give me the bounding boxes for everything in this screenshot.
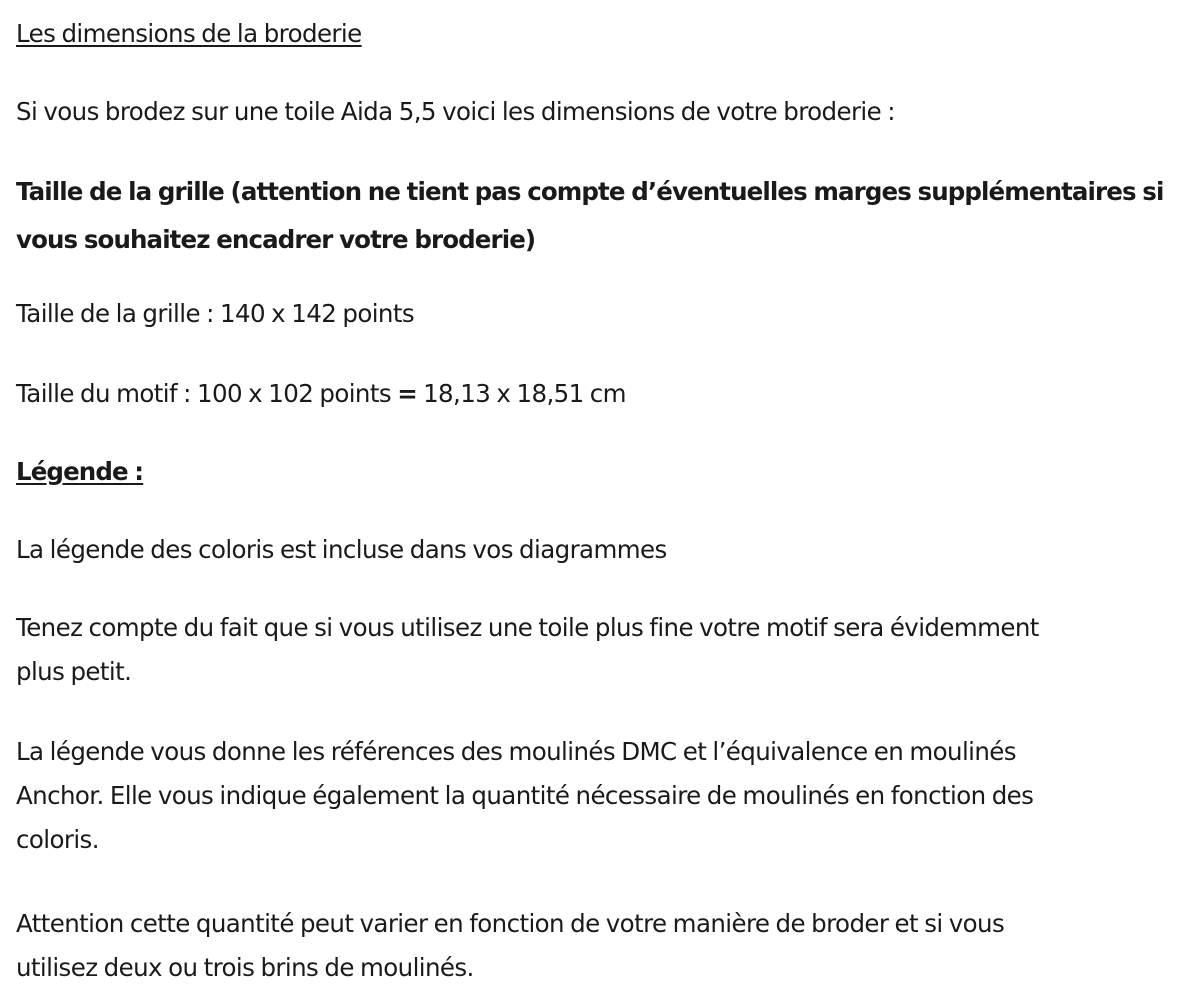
fine-fabric-line-1: Tenez compte du fait que si vous utilisez une toile plus fine votre motif sera évidemment xyxy=(16,613,1039,642)
warning-line-2: utilisez deux ou trois brins de moulinés. xyxy=(16,953,474,982)
motif-size-prefix: Taille du motif : 100 x 102 points xyxy=(16,379,398,408)
warning-line-1: Attention cette quantité peut varier en fonction de votre manière de broder et si vous xyxy=(16,909,1005,938)
fine-fabric-line-2: plus petit. xyxy=(16,657,132,686)
grid-note-paragraph xyxy=(16,172,1163,260)
references-line-2: Anchor. Elle vous indique également la quantité nécessaire de moulinés en fonction des xyxy=(16,781,1034,810)
grid-note-line-1: Taille de la grille (attention ne tient pas compte d’éventuelles marges supplémentaires si xyxy=(16,177,1164,206)
legend-included-paragraph: La légende des coloris est incluse dans vos diagrammes xyxy=(16,535,667,564)
section-title: Les dimensions de la broderie xyxy=(16,19,362,48)
grid-size-paragraph: Taille de la grille : 140 x 142 points xyxy=(16,299,415,328)
motif-size-equals: = xyxy=(397,379,417,408)
references-paragraph xyxy=(16,732,1033,860)
motif-size-suffix: 18,13 x 18,51 cm xyxy=(416,379,626,408)
references-line-1: La légende vous donne les références des moulinés DMC et l’équivalence en moulinés xyxy=(16,737,1016,766)
intro-paragraph: Si vous brodez sur une toile Aida 5,5 voici les dimensions de votre broderie : xyxy=(16,97,895,126)
fine-fabric-paragraph xyxy=(16,608,1039,692)
references-line-3: coloris. xyxy=(16,825,99,854)
motif-size-paragraph xyxy=(16,374,626,414)
legend-title: Légende : xyxy=(16,457,144,486)
warning-paragraph xyxy=(16,904,1004,988)
grid-note-line-2: vous souhaitez encadrer votre broderie) xyxy=(16,225,536,254)
